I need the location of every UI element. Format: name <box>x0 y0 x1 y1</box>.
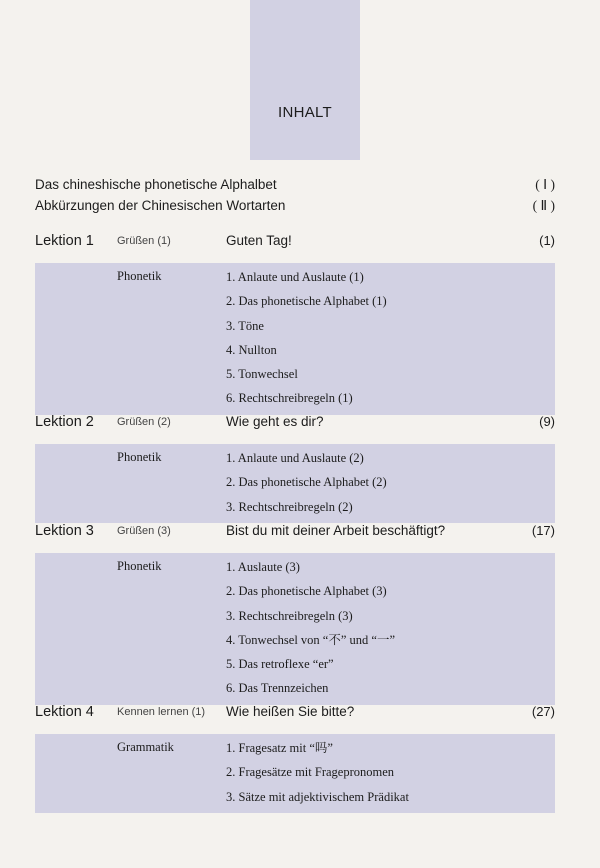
lesson-2 <box>35 414 555 523</box>
item-list <box>35 555 555 701</box>
intro-label: Das chineshische phonetische Alphalbet <box>35 177 277 192</box>
lesson-page: (1) <box>539 233 555 248</box>
list-item: 1. Anlaute und Auslaute (1) <box>226 270 364 284</box>
title-band <box>250 0 360 160</box>
list-item: 1. Anlaute und Auslaute (2) <box>226 451 364 465</box>
lesson-body <box>35 553 555 705</box>
list-item: 4. Tonwechsel von “不” und “一” <box>226 632 395 647</box>
lesson-title: Bist du mit deiner Arbeit beschäftigt? <box>226 523 446 538</box>
list-item: 3. Töne <box>226 318 264 333</box>
lesson-title: Wie geht es dir? <box>226 414 324 429</box>
list-item: 3. Rechtschreibregeln (3) <box>226 608 353 623</box>
lesson-category: Phonetik <box>117 269 162 283</box>
lesson-category: Phonetik <box>117 450 162 464</box>
lesson-body <box>35 734 555 813</box>
lesson-category: Phonetik <box>117 559 162 573</box>
intro-page: ( Ⅱ ) <box>532 198 555 213</box>
lesson-header <box>35 704 555 728</box>
list-item: 4. Nullton <box>226 342 277 357</box>
intro-row <box>35 177 555 199</box>
lesson-topic: Grüßen (1) <box>117 235 171 247</box>
list-item: 2. Fragesätze mit Fragepronomen <box>226 765 395 780</box>
list-item: 3. Sätze mit adjektivischem Prädikat <box>226 789 409 804</box>
lesson-body <box>35 263 555 415</box>
page-title: INHALT <box>277 104 333 121</box>
lesson-name: Lektion 4 <box>35 704 94 720</box>
list-item: 2. Das phonetische Alphabet (2) <box>226 475 387 490</box>
list-item: 5. Tonwechsel <box>226 367 298 382</box>
lesson-title: Guten Tag! <box>226 233 292 248</box>
list-item: 2. Das phonetische Alphabet (1) <box>226 294 387 309</box>
list-item: 1. Auslaute (3) <box>226 560 300 574</box>
lesson-category: Grammatik <box>117 740 174 754</box>
lesson-name: Lektion 3 <box>35 523 94 539</box>
lesson-1 <box>35 233 555 415</box>
list-item: 3. Rechtschreibregeln (2) <box>226 499 353 514</box>
lesson-page: (17) <box>531 523 555 538</box>
lesson-4 <box>35 704 555 813</box>
item-list <box>35 446 555 519</box>
list-item: 2. Das phonetische Alphabet (3) <box>226 584 387 599</box>
lesson-header <box>35 414 555 438</box>
list-item: 1. Fragesatz mit “吗” <box>226 741 333 755</box>
lesson-title: Wie heißen Sie bitte? <box>226 704 355 719</box>
item-list <box>35 265 555 411</box>
intro-label: Abkürzungen der Chinesischen Wortarten <box>35 198 286 213</box>
item-list <box>35 736 555 809</box>
lesson-3 <box>35 523 555 705</box>
lesson-header <box>35 233 555 257</box>
lesson-header <box>35 523 555 547</box>
list-item: 6. Das Trennzeichen <box>226 681 329 696</box>
lesson-name: Lektion 1 <box>35 233 94 249</box>
lesson-body <box>35 444 555 523</box>
lesson-name: Lektion 2 <box>35 414 94 430</box>
lesson-page: (9) <box>539 414 555 429</box>
list-item: 5. Das retroflexe “er” <box>226 657 334 672</box>
lesson-topic: Grüßen (2) <box>117 416 171 428</box>
list-item: 6. Rechtschreibregeln (1) <box>226 391 353 406</box>
lesson-topic: Kennen lernen (1) <box>117 706 206 718</box>
intro-page: ( Ⅰ ) <box>535 177 555 192</box>
lesson-page: (27) <box>531 704 555 719</box>
intro-row <box>35 198 555 220</box>
lesson-topic: Grüßen (3) <box>117 525 171 537</box>
